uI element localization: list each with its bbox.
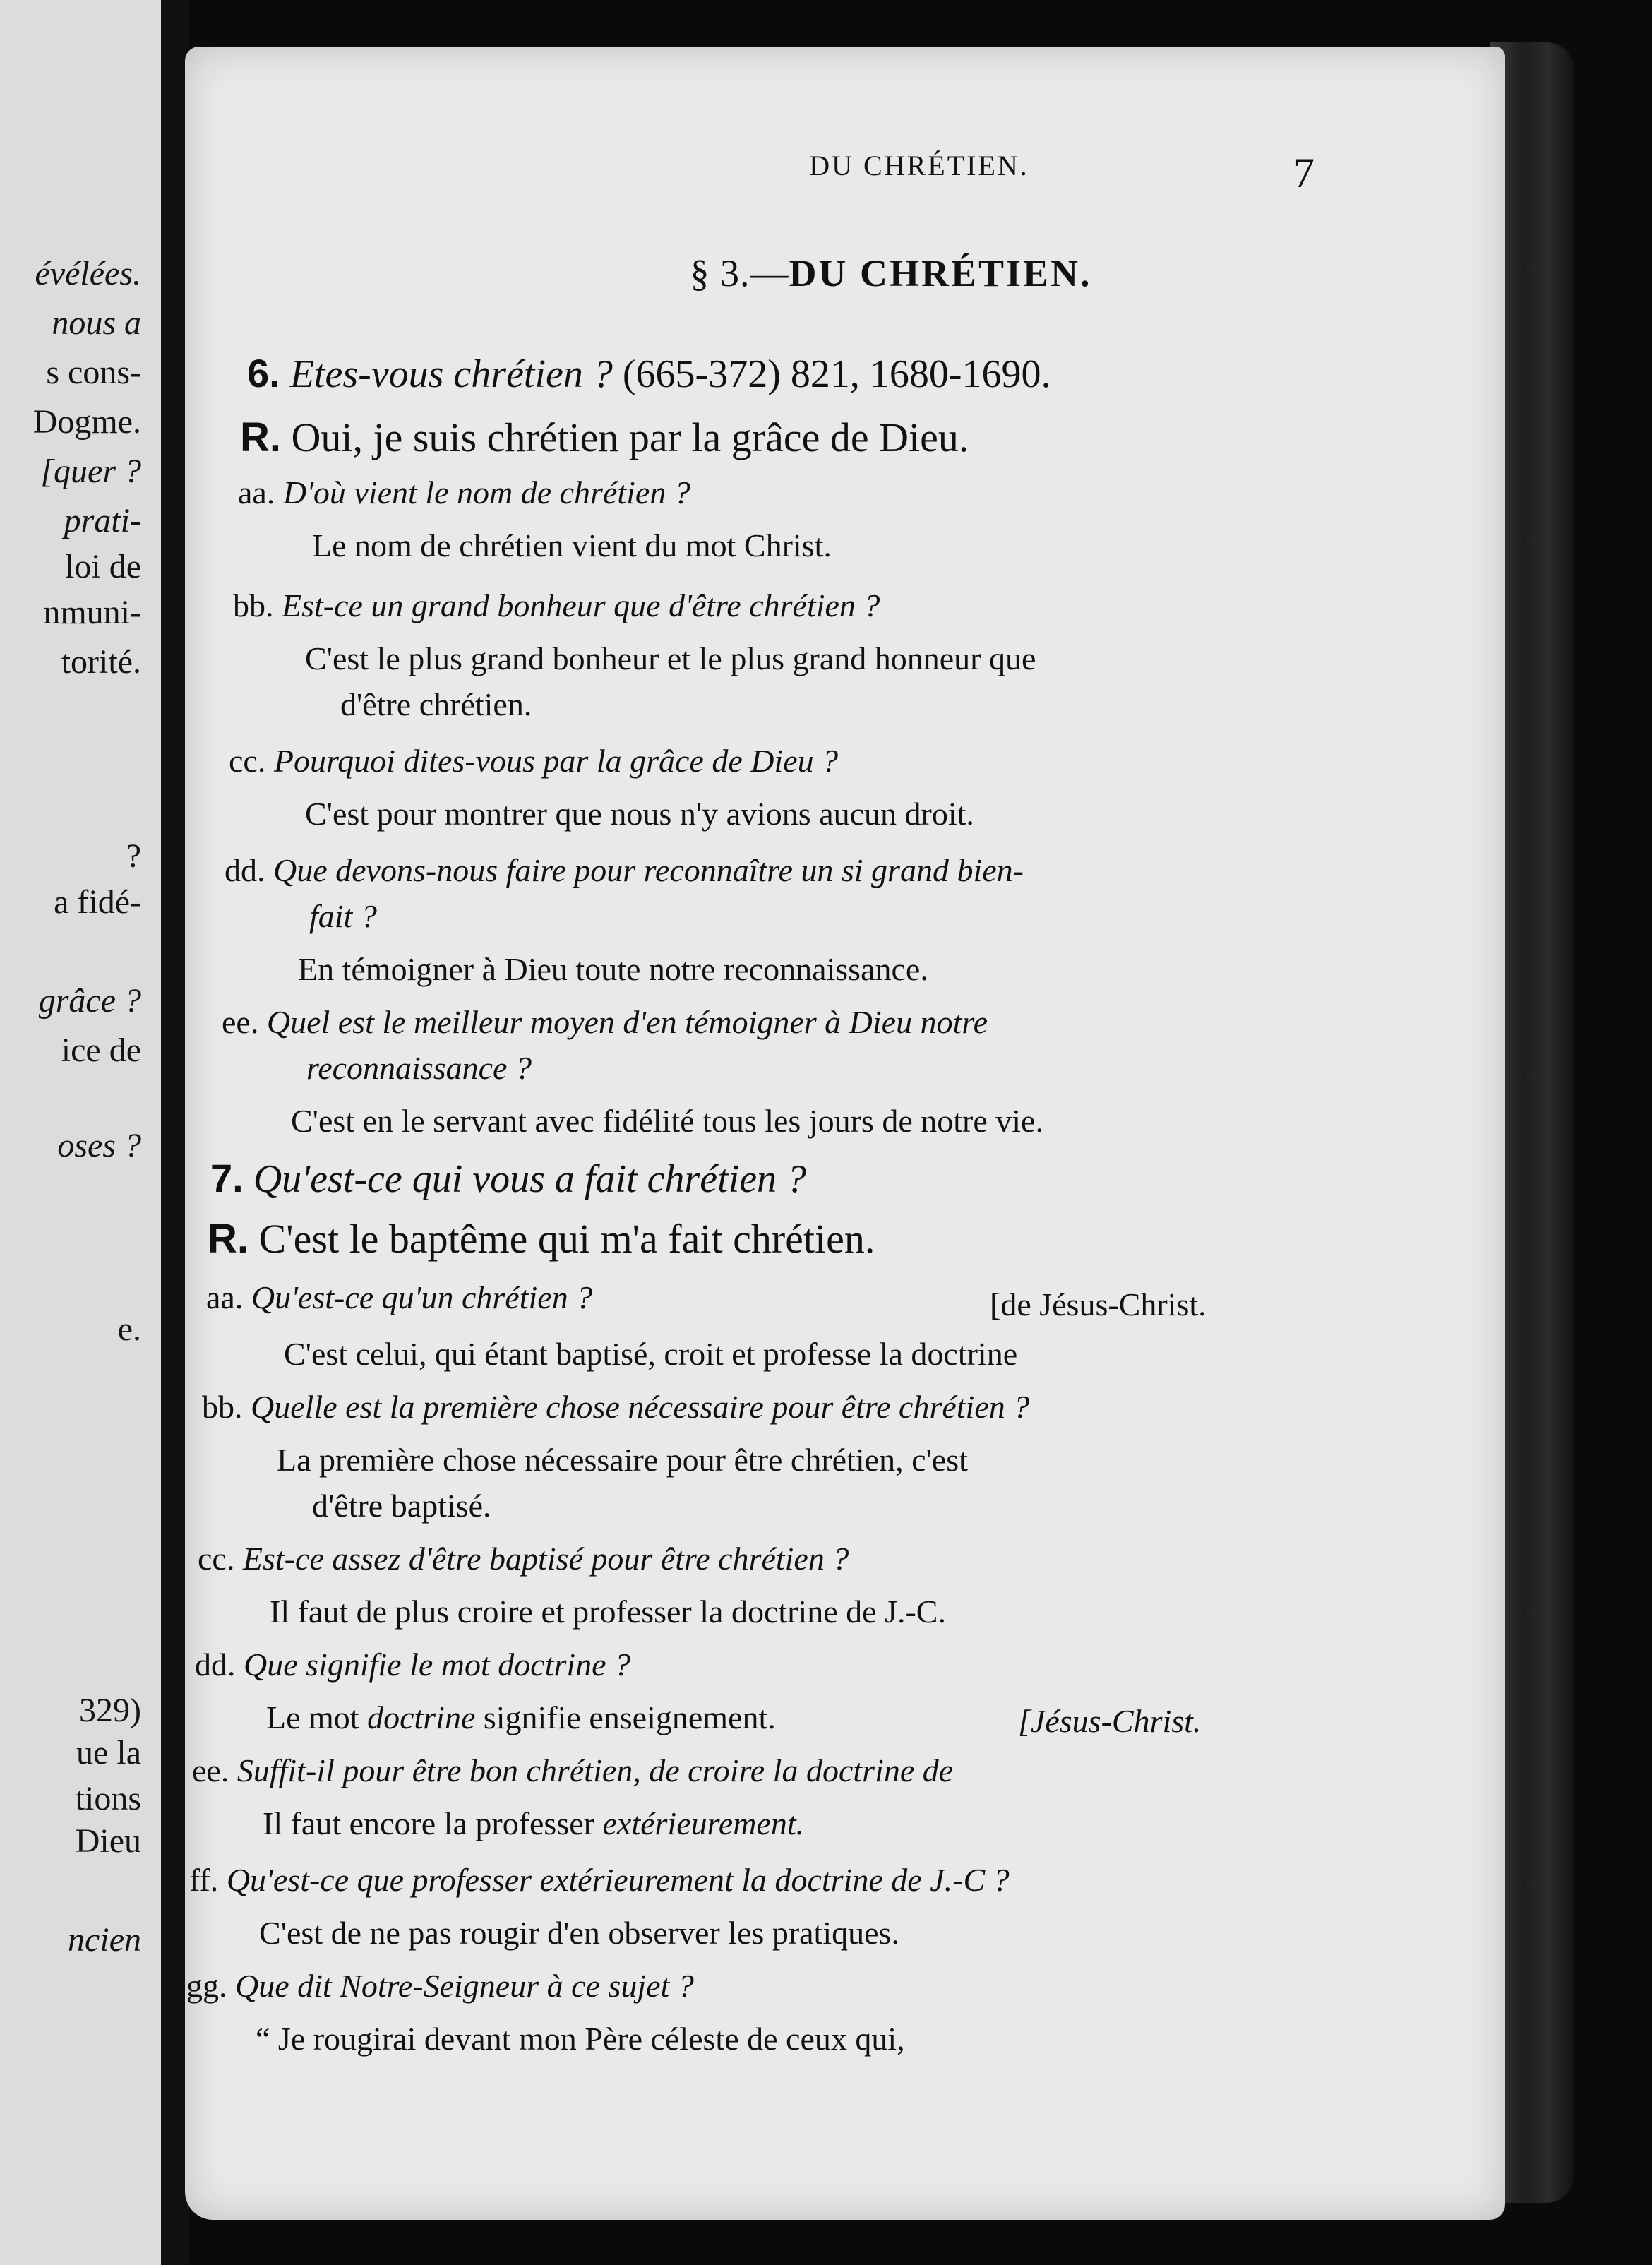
left-page-text: Dogme. [32,403,141,441]
section-symbol: § 3.— [690,252,789,294]
sub-answer: “ Je rougirai devant mon Père céleste de ceux qui, [256,2021,905,2057]
sub-question-label: cc. [198,1541,235,1577]
sub-answer: C'est en le servant avec fidélité tous les jours de notre vie. [291,1103,1043,1139]
section-title [467,251,1315,295]
sub-question-label: gg. [186,1968,227,2004]
section-title-text: DU CHRÉTIEN. [789,252,1092,294]
sub-question [202,1388,1029,1426]
sub-question-label: bb. [202,1389,243,1425]
sub-question [225,851,1024,889]
answer-text: Oui, je suis chrétien par la grâce de Dieu. [281,414,969,460]
sub-question-continuation [309,897,377,935]
question-7 [210,1155,806,1202]
sub-question [195,1646,630,1683]
sub-question [189,1861,1010,1899]
left-page-text: nmuni- [43,594,141,631]
sub-answer: Le nom de chrétien vient du mot Christ. [312,527,832,563]
sub-question-text: D'où vient le nom de chrétien ? [282,474,690,510]
sub-answer [263,1805,804,1842]
sub-question-text: reconnaissance ? [306,1050,532,1086]
sub-question [238,474,690,511]
sub-question [206,1279,592,1316]
sub-question [192,1752,953,1789]
sub-question-label: ff. [189,1862,219,1898]
left-page-fragment [0,0,161,2265]
sub-question-label: cc. [229,743,266,779]
sub-answer-emphasis: doctrine [367,1699,476,1735]
left-page-text: loi de [65,548,141,585]
sub-question [229,742,838,779]
sub-question-text: Est-ce assez d'être baptisé pour être chrétien ? [242,1541,849,1577]
sub-question-label: ee. [222,1004,259,1040]
left-page-text: grâce ? [38,982,141,1020]
sub-answer: C'est le plus grand bonheur et le plus grand honneur que [305,640,1036,676]
sub-answer-text: signifie enseignement. [475,1699,776,1735]
sub-question-label: bb. [233,587,274,623]
sub-question [198,1540,849,1577]
sub-question-text: Quel est le meilleur moyen d'en témoigner à Dieu notre [266,1004,988,1040]
sub-question-label: aa. [238,474,275,510]
left-page-text: ice de [61,1032,141,1069]
sub-answer: En témoigner à Dieu toute notre reconnaissance. [298,951,928,987]
sub-answer [266,1699,776,1736]
left-page-text: tions [75,1780,141,1817]
line-continuation: [Jésus-Christ. [1018,1703,1202,1739]
question-6 [247,350,1051,397]
sub-answer-text: Il faut encore la professer [263,1805,603,1841]
answer-label: R. [208,1216,249,1262]
sub-question [222,1003,988,1041]
sub-question-continuation [306,1049,532,1087]
left-page-text: évélées. [35,255,141,292]
left-page-text: oses ? [57,1127,141,1164]
left-page-text: ? [126,837,141,875]
sub-answer-emphasis: extérieurement. [602,1805,805,1841]
question-text: Qu'est-ce qui vous a fait chrétien ? [253,1157,807,1201]
left-page-text: ncien [68,1921,141,1959]
sub-answer-text: Le mot [266,1699,368,1735]
question-refs: (665-372) 821, 1680-1690. [612,352,1051,396]
sub-question-text: Que devons-nous faire pour reconnaître un si grand bien- [273,852,1024,888]
sub-question-text: fait ? [309,898,377,934]
sub-question-label: dd. [195,1647,236,1683]
sub-question-label: aa. [206,1279,244,1315]
answer-7 [208,1215,875,1262]
left-page-text: 329) [79,1692,141,1729]
sub-question-text: Que signifie le mot doctrine ? [244,1647,631,1683]
sub-question-text: Pourquoi dites-vous par la grâce de Dieu ? [273,743,839,779]
left-page-text: e. [117,1310,141,1348]
question-number: 6. [247,351,280,395]
sub-question [186,1967,694,2004]
sub-question-text: Quelle est la première chose nécessaire pour être chrétien ? [251,1389,1030,1425]
page-number: 7 [1293,150,1315,196]
left-page-text: nous a [52,304,141,342]
question-number: 7. [210,1156,244,1200]
sub-question-text: Qu'est-ce qu'un chrétien ? [251,1279,593,1315]
line-continuation: [de Jésus-Christ. [990,1286,1207,1322]
question-text: Etes-vous chrétien ? [289,352,613,396]
sub-question-label: dd. [225,852,265,888]
left-page-text: a fidé- [54,883,141,921]
main-page [185,47,1505,2220]
left-page-text: torité. [61,643,141,681]
sub-question-text: Que dit Notre-Seigneur à ce sujet ? [235,1968,694,2004]
sub-answer: d'être chrétien. [340,686,532,722]
sub-answer: d'être baptisé. [312,1488,491,1524]
sub-question-label: ee. [192,1752,229,1788]
left-page-text: prati- [64,502,141,539]
sub-question-text: Est-ce un grand bonheur que d'être chrétien ? [282,587,880,623]
sub-answer: C'est pour montrer que nous n'y avions aucun droit. [305,796,974,832]
answer-6 [240,414,969,461]
left-page-text: Dieu [75,1822,141,1860]
running-head: DU CHRÉTIEN. [809,150,1029,181]
sub-answer: La première chose nécessaire pour être chrétien, c'est [277,1442,968,1478]
left-page-text: [quer ? [40,453,141,490]
sub-answer: Il faut de plus croire et professer la doctrine de J.-C. [270,1594,946,1630]
sub-answer: C'est celui, qui étant baptisé, croit et professe la doctrine [284,1336,1018,1372]
answer-label: R. [240,414,281,460]
sub-question [233,587,880,624]
left-page-text: s cons- [46,354,141,391]
sub-question-text: Qu'est-ce que professer extérieurement la doctrine de J.-C ? [226,1862,1010,1898]
answer-text: C'est le baptême qui m'a fait chrétien. [249,1216,875,1262]
sub-question-text: Suffit-il pour être bon chrétien, de croire la doctrine de [237,1752,954,1788]
sub-answer: C'est de ne pas rougir d'en observer les pratiques. [259,1915,899,1951]
left-page-text: ue la [76,1734,141,1771]
